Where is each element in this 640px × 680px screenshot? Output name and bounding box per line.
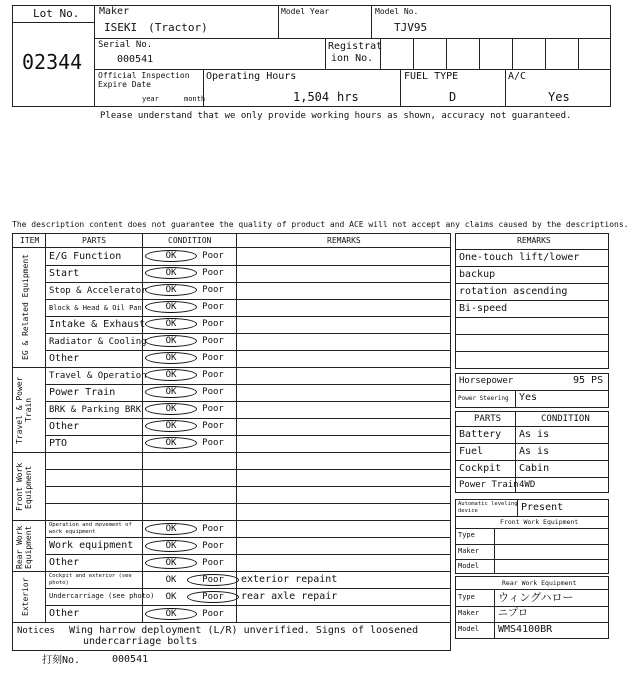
side-remark-4: Bi-speed — [459, 303, 508, 314]
condition-poor: Poor — [202, 268, 224, 278]
condition-poor: Poor — [202, 302, 224, 312]
ac-value: Yes — [548, 90, 570, 104]
stamp-label: 打刻No. — [42, 655, 81, 666]
front-work-title: Front Work Equipment — [500, 518, 579, 526]
condition-ok-circled: OK — [145, 369, 197, 381]
side-remark-1: One-touch lift/lower — [459, 252, 580, 263]
notices-line-1: Wing harrow deployment (L/R) unverified. Signs of loosened — [69, 625, 419, 636]
battery-label: Battery — [459, 429, 502, 440]
condition-ok-circled: OK — [145, 318, 197, 330]
part-pto: PTO — [49, 438, 68, 449]
group-front-work: Front Work Equipment — [15, 462, 33, 512]
rear-model-label: Model — [458, 625, 480, 633]
hours-unit: hrs — [337, 90, 359, 104]
part-cockpit-exterior: Cockpit and exterior (see photo) — [49, 573, 132, 586]
notices-line-2: undercarriage bolts — [83, 636, 198, 647]
condition-poor-circled: Poor — [187, 574, 239, 586]
part-stop-accelerator: Stop & Accelerator — [49, 286, 147, 296]
part-travel-operation: Travel & Operation — [49, 371, 147, 381]
hours-value: 1,504 — [293, 90, 330, 104]
rear-type-label: Type — [458, 593, 475, 601]
fuel-type-value: D — [449, 90, 457, 104]
power-train-value: 4WD — [519, 480, 536, 490]
front-maker-label: Maker — [458, 547, 480, 555]
part-eg-other: Other — [49, 353, 80, 364]
rear-type-value: ウィングハロー — [498, 591, 574, 604]
lot-label: Lot No. — [33, 7, 80, 20]
side-remark-2: backup — [459, 269, 496, 280]
power-train-label: Power Train — [459, 480, 519, 490]
rear-work-title: Rear Work Equipment — [502, 579, 577, 587]
part-exterior-other: Other — [49, 608, 80, 619]
part-start: Start — [49, 268, 80, 279]
condition-poor: Poor — [202, 524, 224, 534]
condition-poor: Poor — [202, 421, 224, 431]
condition-ok-circled: OK — [145, 540, 197, 552]
model-year-label: Model Year — [281, 7, 330, 16]
fuel-value: As is — [519, 446, 550, 457]
serial-label: Serial No. — [98, 40, 153, 50]
part-undercarriage: Undercarriage (see photo) — [49, 592, 155, 600]
battery-value: As is — [519, 429, 550, 440]
side-remark-3: rotation ascending — [459, 286, 568, 297]
condition-ok-circled: OK — [145, 250, 197, 262]
condition-header: CONDITION — [541, 414, 590, 424]
part-work-equipment: Work equipment — [49, 540, 134, 551]
maker-value: ISEKI (Tractor) — [104, 21, 208, 34]
fuel-label: Fuel — [459, 446, 484, 457]
registration-label-2: ion No. — [331, 53, 374, 64]
horsepower-value: 95 PS — [573, 375, 604, 386]
group-travel-power: Travel & Power Train — [15, 376, 33, 444]
serial-value: 000541 — [117, 54, 154, 65]
condition-poor: Poor — [202, 353, 224, 363]
disclaimer: The description content does not guarantee the quality of product and ACE will not accept any claims caused by the descriptions. — [12, 220, 629, 229]
condition-ok-circled: OK — [145, 335, 197, 347]
condition-poor: Poor — [202, 319, 224, 329]
parts-header: PARTS — [474, 414, 502, 424]
condition-poor: Poor — [202, 336, 224, 346]
part-eg-function: E/G Function — [49, 251, 122, 262]
maker-label: Maker — [99, 6, 130, 17]
auto-leveling-value: Present — [521, 502, 564, 513]
condition-poor: Poor — [202, 558, 224, 568]
front-type-label: Type — [458, 531, 475, 539]
front-model-label: Model — [458, 562, 480, 570]
col-parts-header: PARTS — [82, 236, 107, 245]
horsepower-label: Horsepower — [459, 376, 514, 386]
rear-maker-label: Maker — [458, 609, 480, 617]
condition-ok-circled: OK — [145, 284, 197, 296]
condition-ok-circled: OK — [145, 420, 197, 432]
ac-label: A/C — [508, 71, 527, 82]
condition-ok-circled: OK — [145, 437, 197, 449]
condition-ok-circled: OK — [145, 267, 197, 279]
col-condition-header: CONDITION — [168, 236, 212, 245]
condition-poor: Poor — [202, 387, 224, 397]
condition-poor: Poor — [202, 370, 224, 380]
condition-ok: OK — [165, 592, 177, 602]
condition-ok-circled: OK — [145, 557, 197, 569]
power-steering-value: Yes — [519, 392, 538, 403]
registration-label-1: Registrat — [328, 41, 383, 52]
side-remarks-title: REMARKS — [517, 236, 551, 245]
col-item-header: ITEM — [20, 236, 40, 245]
power-steering-label: Power Steering — [458, 395, 509, 402]
rear-model-value: WMS4100BR — [498, 624, 553, 635]
condition-ok-circled: OK — [145, 403, 197, 415]
lot-number: 02344 — [22, 50, 83, 74]
cockpit-value: Cabin — [519, 463, 550, 474]
condition-ok-circled: OK — [145, 523, 197, 535]
cockpit-label: Cockpit — [459, 463, 502, 474]
auto-leveling-label-1: Automatic leveling — [458, 501, 518, 507]
remark-exterior: exterior repaint — [241, 574, 338, 585]
hours-accuracy-note: Please understand that we only provide working hours as shown, accuracy not guaranteed. — [100, 111, 572, 121]
fuel-type-label: FUEL TYPE — [404, 71, 459, 82]
condition-poor: Poor — [202, 285, 224, 295]
notices-label: Notices — [17, 626, 55, 636]
rear-maker-value: ニプロ — [498, 608, 528, 619]
condition-poor-circled: Poor — [187, 591, 239, 603]
model-no-label: Model No. — [375, 7, 419, 16]
part-power-train: Power Train — [49, 387, 116, 398]
auto-leveling-label-2: device — [458, 508, 478, 514]
hours-label: Operating Hours — [206, 71, 297, 82]
part-radiator-cooling: Radiator & Cooling — [49, 337, 147, 347]
condition-poor: Poor — [202, 404, 224, 414]
col-remarks-header: REMARKS — [327, 236, 361, 245]
year-label: year — [142, 95, 159, 103]
part-rear-other: Other — [49, 557, 80, 568]
part-block-head-oilpan: Block & Head & Oil Pan — [49, 304, 142, 312]
condition-ok-circled: OK — [145, 386, 197, 398]
inspection-label-2: Expire Date — [98, 80, 151, 89]
condition-poor: Poor — [202, 541, 224, 551]
remark-undercarriage: rear axle repair — [241, 591, 338, 602]
inspection-label-1: Official Inspection — [98, 71, 190, 80]
part-intake-exhaust: Intake & Exhaust — [49, 319, 146, 330]
model-no-value: TJV95 — [394, 21, 428, 34]
condition-ok-circled: OK — [145, 608, 197, 620]
part-brk-parking: BRK & Parking BRK — [49, 405, 142, 415]
group-eg-related: EG & Related Equipment — [21, 254, 30, 360]
condition-ok-circled: OK — [145, 301, 197, 313]
month-label: month — [184, 95, 206, 103]
condition-ok-circled: OK — [145, 352, 197, 364]
stamp-value: 000541 — [112, 654, 149, 665]
group-rear-work: Rear Work Equipment — [15, 525, 33, 569]
condition-poor: Poor — [202, 609, 224, 619]
part-work-operation: Operation and movement of work equipment — [49, 522, 132, 535]
part-travel-other: Other — [49, 421, 80, 432]
group-exterior: Exterior — [21, 577, 30, 617]
condition-poor: Poor — [202, 438, 224, 448]
condition-poor: Poor — [202, 251, 224, 261]
condition-ok: OK — [165, 575, 177, 585]
